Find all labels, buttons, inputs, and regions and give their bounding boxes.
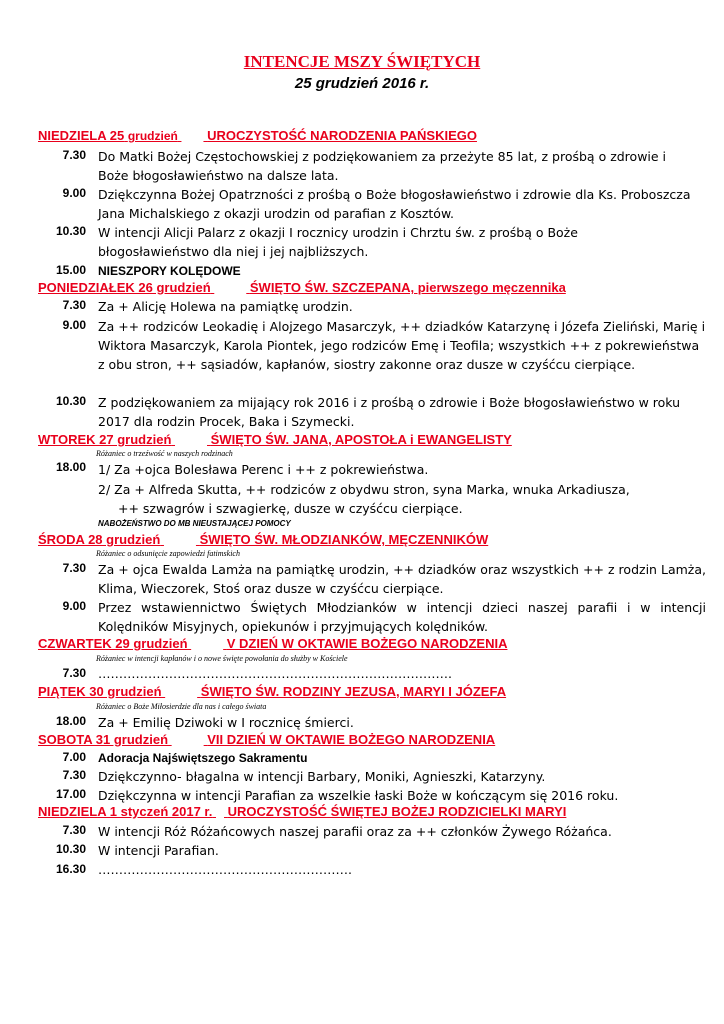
day-heading-wednesday-28 (38, 532, 488, 547)
mass-intention: W intencji Róż Różańcowych naszej parafii oraz za ++ członków Żywego Różańca. (98, 824, 612, 839)
mass-time: 10.30 (55, 842, 86, 856)
mass-time: 7.30 (62, 298, 86, 312)
mass-time: 7.30 (62, 148, 86, 162)
mass-intention: Za + Emilię Dziwoki w I rocznicę śmierci. (98, 715, 354, 730)
day-heading-thursday-29 (38, 636, 507, 651)
day-name: ŚRODA 28 grudzień (38, 532, 161, 547)
feast-name: ŚWIĘTO ŚW. MŁODZIANKÓW, MĘCZENNIKÓW (199, 532, 489, 547)
mass-intention: Do Matki Bożej Częstochowskiej z podziękowaniem za przeżyte 85 lat, z prośbą o zdrowie i Boże błogosławieństwo na dalsze lata. (98, 149, 667, 183)
mass-intention-line: ++ szwagrów i szwagierkę, dusze w czyśćcu cierpiące. (118, 501, 463, 516)
mass-time: 7.30 (62, 561, 86, 575)
mass-intention: Dziękczynno- błagalna w intencji Barbary, Moniki, Agnieszki, Katarzyny. (98, 769, 546, 784)
mass-intention: Dziękczynna Bożej Opatrzności z prośbą o Boże błogosławieństwo i zdrowie dla Ks. Proboszcza Jana Michalskiego z okazji urodzin od parafian z Kosztów. (98, 187, 691, 221)
mass-intention: W intencji Alicji Palarz z okazji I rocznicy urodzin i Chrztu św. z prośbą o Boże błogosławieństwo dla niej i jej najbliższych. (98, 225, 578, 259)
day-name-month: grudzień (127, 129, 178, 143)
vespers-label: NIESZPORY KOLĘDOWE (98, 264, 241, 278)
mass-time: 18.00 (55, 460, 86, 474)
mass-intention: W intencji Parafian. (98, 843, 219, 858)
day-name: NIEDZIELA 1 styczeń 2017 r. (38, 804, 213, 819)
feast-name: VII DZIEŃ W OKTAWIE BOŻEGO NARODZENIA (207, 732, 496, 747)
day-name: PIĄTEK 30 grudzień (38, 684, 162, 699)
day-name: PONIEDZIAŁEK 26 grudzień (38, 280, 211, 295)
day-name: CZWARTEK 29 grudzień (38, 636, 188, 651)
mass-intention: Dziękczynna w intencji Parafian za wszelkie łaski Boże w kończącym się 2016 roku. (98, 788, 619, 803)
feast-name: UROCZYSTOŚĆ NARODZENIA PAŃSKIEGO (207, 128, 477, 143)
day-heading-tuesday-27 (38, 432, 512, 447)
mass-intention: Za ++ rodziców Leokadię i Alojzego Masarczyk, ++ dziadków Katarzynę i Józefa Zieliński, Marię i Wiktora Masarczyk, Karola Piontek, jego rodziców Emę i Teofila; wszystkich ++ z pokrewieństwa z obu stron, ++ sąsiadów, kapłanów, siostry zakonne oraz dusze w czyśćcu cierpiące. (98, 319, 706, 372)
page-title: INTENCJE MSZY ŚWIĘTYCH (243, 52, 481, 71)
mass-time: 17.00 (55, 787, 86, 801)
mass-time: 15.00 (55, 263, 86, 277)
day-heading-monday-26 (38, 280, 566, 295)
day-name: WTOREK 27 grudzień (38, 432, 172, 447)
mass-intention-placeholder: …………………………………………………………………………. (98, 666, 452, 681)
mass-intention: Z podziękowaniem za mijający rok 2016 i z prośbą o zdrowie i Boże błogosławieństwo w roku 2017 dla rodzin Procek, Baka i Szymecki. (98, 395, 681, 429)
devotion-note: NABOŻEŃSTWO DO MB NIEUSTAJĄCEJ POMOCY (98, 519, 291, 528)
mass-intention-placeholder: ……………………………………………………. (98, 862, 352, 877)
page-date: 25 grudzień 2016 r. (294, 75, 430, 92)
mass-time: 7.30 (62, 768, 86, 782)
day-heading-friday-30 (38, 684, 506, 699)
day-heading-sunday-25 (38, 128, 477, 143)
mass-intention-line: 2/ Za + Alfreda Skutta, ++ rodziców z obydwu stron, syna Marka, wnuka Arkadiusza, (98, 482, 630, 497)
day-heading-sunday-1 (38, 804, 566, 819)
rosary-intention: Różaniec o trzeźwość w naszych rodzinach (96, 449, 233, 458)
feast-name: ŚWIĘTO ŚW. SZCZEPANA, pierwszego męczennika (249, 280, 566, 295)
rosary-intention: Różaniec w intencji kapłanów i o nowe święte powołania do służby w Kościele (96, 654, 348, 663)
mass-time: 10.30 (55, 394, 86, 408)
feast-name: UROCZYSTOŚĆ ŚWIĘTEJ BOŻEJ RODZICIELKI MARYI (227, 804, 567, 819)
mass-time: 9.00 (62, 599, 86, 613)
feast-name: ŚWIĘTO ŚW. RODZINY JEZUSA, MARYI I JÓZEFA (200, 684, 507, 699)
mass-intention-line: 1/ Za +ojca Bolesława Perenc i ++ z pokrewieństwa. (98, 462, 429, 477)
day-name: NIEDZIELA 25 (38, 128, 125, 143)
mass-time: 18.00 (55, 714, 86, 728)
mass-intention: Za + ojca Ewalda Lamża na pamiątkę urodzin, ++ dziadków oraz wszystkich ++ z rodzin Lamża, Klima, Wieczorek, Stoś oraz dusze w czyśćcu cierpiące. (98, 562, 706, 596)
rosary-intention: Różaniec o odsunięcie zapowiedzi fatimskich (96, 549, 240, 558)
mass-time: 7.30 (62, 666, 86, 680)
feast-name: ŚWIĘTO ŚW. JANA, APOSTOŁA i EWANGELISTY (210, 432, 512, 447)
mass-time: 7.30 (62, 823, 86, 837)
mass-time: 16.30 (55, 862, 86, 876)
day-heading-saturday-31 (38, 732, 495, 747)
day-name: SOBOTA 31 grudzień (38, 732, 169, 747)
mass-intention: Przez wstawiennictwo Świętych Młodzianków w intencji dzieci naszej parafii i w intencji Kolędników Misyjnych, opiekunów i przyjmujących kolędników. (98, 600, 706, 634)
mass-time: 9.00 (62, 318, 86, 332)
mass-time: 7.00 (62, 750, 86, 764)
mass-time: 9.00 (62, 186, 86, 200)
feast-name: V DZIEŃ W OKTAWIE BOŻEGO NARODZENIA (226, 636, 508, 651)
adoration-label: Adoracja Najświętszego Sakramentu (98, 751, 308, 765)
mass-time: 10.30 (55, 224, 86, 238)
mass-intention: Za + Alicję Holewa na pamiątkę urodzin. (98, 299, 353, 314)
rosary-intention: Różaniec o Boże Miłosierdzie dla nas i całego świata (96, 702, 267, 711)
